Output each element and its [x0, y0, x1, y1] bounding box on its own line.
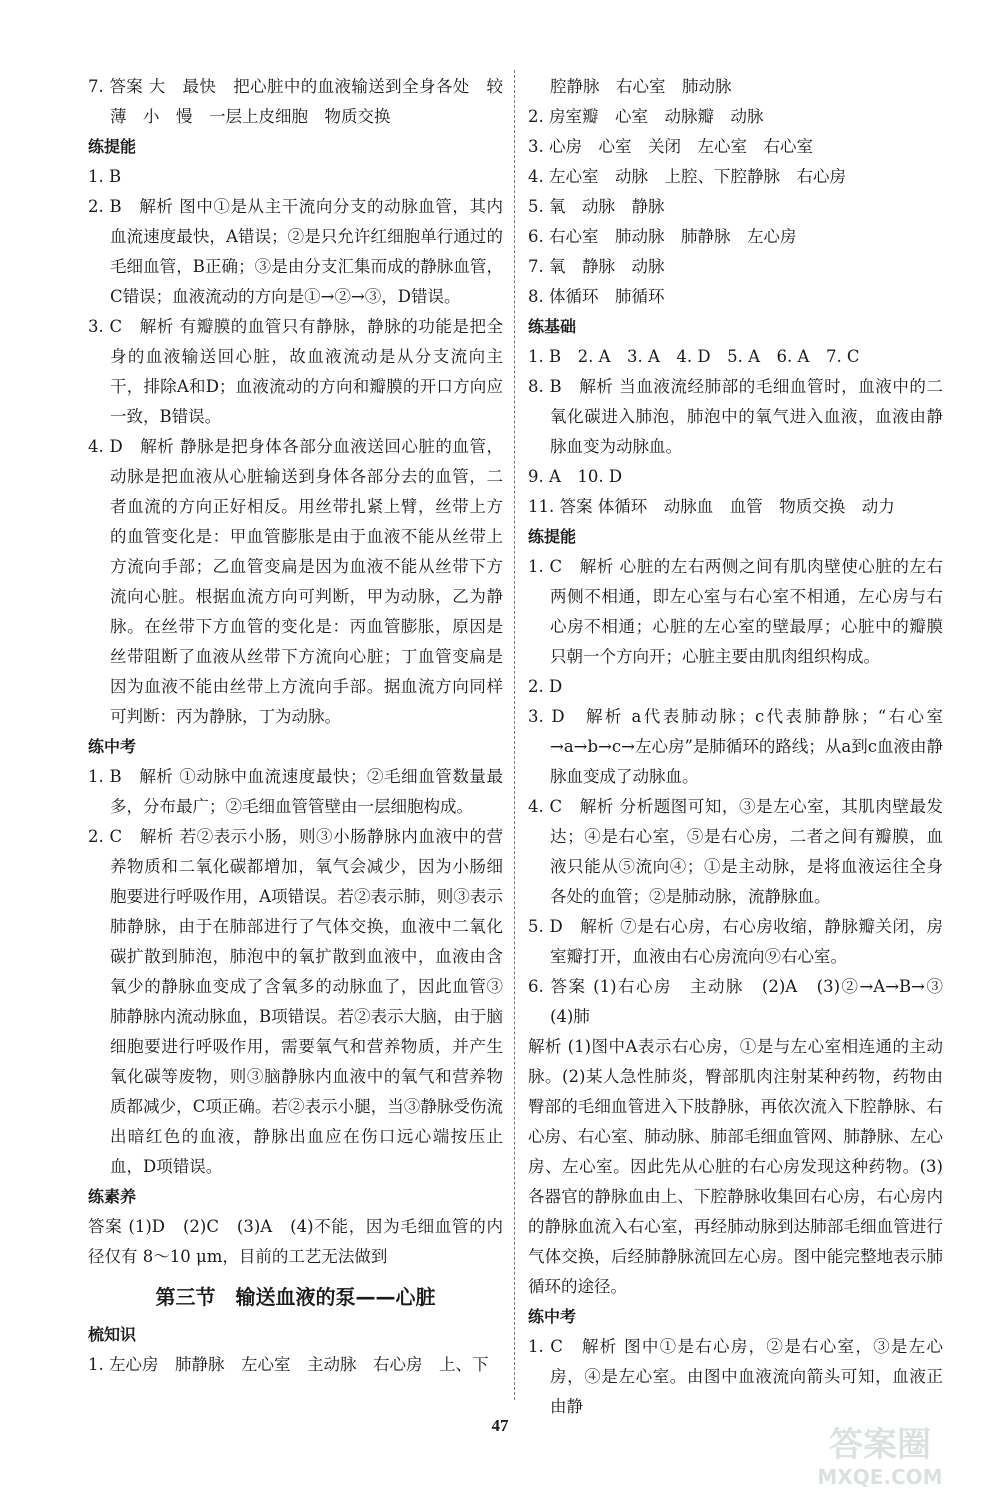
page-number: 47: [491, 1416, 509, 1435]
answer-item: 2. C 解析 若②表示小肠，则③小肠静脉内血液中的营养物质和二氧化碳都增加，氧气会减少，因为小肠细胞要进行呼吸作用，A项错误。若②表示肺，则③表示肺静脉，由于在肺部进行了气体交换，血液中二氧化碳扩散到肺泡，肺泡中的氧扩散到血液中，血液由含氧少的静脉血变成了含氧多的动脉血了，因此血管③肺静脉内流动脉血，B项错误。若②表示大脑，由于脑细胞要进行呼吸作用，需要氧气和营养物质，并产生氧化碳等废物，则③脑静脉内血液中的氧气和营养物质都减少，C项正确。若②表示小腿，当③静脉受伤流出暗红色的血液，静脉出血应在伤口远心端按压止血，D项错误。: [88, 827, 503, 1176]
answer-paragraph: 解析 (1)图中A表示右心房，①是与左心室相连通的主动脉。(2)某人急性肺炎，臀部肌肉注射某种药物，药物由臀部的毛细血管进入下肢静脉，再依次流入下腔静脉、右心房、右心室、肺动脉、肺部毛细血管网、肺静脉、左心房、左心室。因此先从心脏的右心房发现这种药物。(3)各器官的静脉血由上、下腔静脉收集回右心房，右心房内的静脉血流入右心室，再经肺动脉到达肺部毛细血管进行气体交换，后经肺静脉流回左心房。图中能完整地表示肺循环的途径。: [528, 1037, 943, 1296]
answer-item: 7. 氧 静脉 动脉: [528, 257, 665, 276]
answer-item: 1. B 解析 ①动脉中血流速度最快；②毛细血管数量最多，分布最广；②毛细血管管壁由一层细胞构成。: [88, 767, 503, 816]
answer-item: 11. 答案 体循环 动脉血 血管 物质交换 动力: [528, 497, 895, 516]
section-heading: 练中考: [88, 737, 137, 756]
answer-item: 3. C 解析 有瓣膜的血管只有静脉，静脉的功能是把全身的血液输送回心脏，故血液流动是从分支流向主干，排除A和D；血液流动的方向和瓣膜的开口方向应一致，B错误。: [88, 317, 503, 426]
answer-item: 3. 心房 心室 关闭 左心室 右心室: [528, 137, 813, 156]
left-column: [88, 72, 503, 1380]
answer-item: 5. D 解析 ⑦是右心房，右心房收缩，静脉瓣关闭，房室瓣打开，血液由右心房流向⑨右心室。: [528, 917, 943, 966]
section-heading: 练中考: [528, 1307, 577, 1326]
answer-continuation: 腔静脉 右心室 肺动脉: [550, 77, 732, 96]
watermark-url: MXQE.COM: [817, 1465, 943, 1489]
chapter-title: 第三节 输送血液的泵——心脏: [155, 1285, 436, 1309]
answer-paragraph: 答案 (1)D (2)C (3)A (4)不能，因为毛细血管的内径仅有 8～10 μm，目前的工艺无法做到: [88, 1217, 503, 1266]
right-column: [528, 72, 960, 1422]
answer-item: 2. 房室瓣 心室 动脉瓣 动脉: [528, 107, 764, 126]
section-heading: 练提能: [88, 137, 137, 156]
answer-item: 2. B 解析 图中①是从主干流向分支的动脉血管，其内血流速度最快，A错误；②是只允许红细胞单行通过的毛细血管，B正确；③是由分支汇集而成的静脉血管，C错误；血液流动的方向是①→②→③，D错误。: [88, 197, 503, 306]
watermark-logo: [780, 1418, 980, 1490]
answer-item: 1. 左心房 肺静脉 左心室 主动脉 右心房 上、下: [88, 1355, 489, 1374]
section-heading: 练基础: [528, 317, 577, 336]
answer-item: 9. A 10. D: [528, 467, 623, 486]
answer-item: 1. B 2. A 3. A 4. D 5. A 6. A 7. C: [528, 347, 860, 366]
section-heading: 练素养: [88, 1187, 137, 1206]
answer-item: 8. 体循环 肺循环: [528, 287, 665, 306]
answer-item: 7. 答案 大 最快 把心脏中的血液输送到全身各处 较薄 小 慢 一层上皮细胞 物质交换: [88, 77, 503, 126]
answer-item: 4. 左心室 动脉 上腔、下腔静脉 右心房: [528, 167, 846, 186]
watermark-title: 答案圈: [829, 1425, 931, 1465]
section-heading: 练提能: [528, 527, 577, 546]
answer-item: 4. C 解析 分析题图可知，③是左心室，其肌肉壁最发达；④是右心室，⑤是右心房，二者之间有瓣膜，血液只能从⑤流向④；①是主动脉，是将血液运往全身各处的血管；②是肺动脉，流静脉血。: [528, 797, 943, 906]
column-divider: [514, 70, 515, 1400]
answer-item: 1. C 解析 图中①是右心房，②是右心室，③是左心房，④是左心室。由图中血液流向箭头可知，血液正由静: [528, 1337, 943, 1416]
answer-item: 1. B: [88, 167, 122, 186]
answer-item: 6. 右心室 肺动脉 肺静脉 左心房: [528, 227, 797, 246]
answer-item: 1. C 解析 心脏的左右两侧之间有肌肉壁使心脏的左右两侧不相通，即左心室与右心室不相通，左心房与右心房不相通；心脏的左心室的壁最厚；心脏中的瓣膜只朝一个方向开；心脏主要由肌肉组织构成。: [528, 557, 943, 666]
section-heading: 梳知识: [88, 1325, 137, 1344]
answer-item: 2. D: [528, 677, 563, 696]
answer-item: 8. B 解析 当血液流经肺部的毛细血管时，血液中的二氧化碳进入肺泡，肺泡中的氧气进入血液，血液由静脉血变为动脉血。: [528, 377, 943, 456]
answer-item: 4. D 解析 静脉是把身体各部分血液送回心脏的血管，动脉是把血液从心脏输送到身体各部分去的血管，二者血流的方向正好相反。用丝带扎紧上臂，丝带上方的血管变化是：甲血管膨胀是由于血液不能从丝带上方流向手部；乙血管变扁是因为血液不能从丝带下方流向心脏。根据血流方向可判断，甲为动脉，乙为静脉。在丝带下方血管的变化是：丙血管膨胀，原因是丝带阻断了血液从丝带下方流向心脏；丁血管变扁是因为血液不能由丝带上方流向手部。据血流方向同样可判断：丙为静脉，丁为动脉。: [88, 437, 503, 726]
answer-item: 5. 氧 动脉 静脉: [528, 197, 665, 216]
answer-item: 6. 答案 (1)右心房 主动脉 (2)A (3)②→A→B→③ (4)肺: [528, 977, 960, 1026]
answer-item: 3. D 解析 a代表肺动脉；c代表肺静脉；“右心室→a→b→c→左心房”是肺循环的路线；从a到c血液由静脉血变成了动脉血。: [528, 707, 943, 786]
